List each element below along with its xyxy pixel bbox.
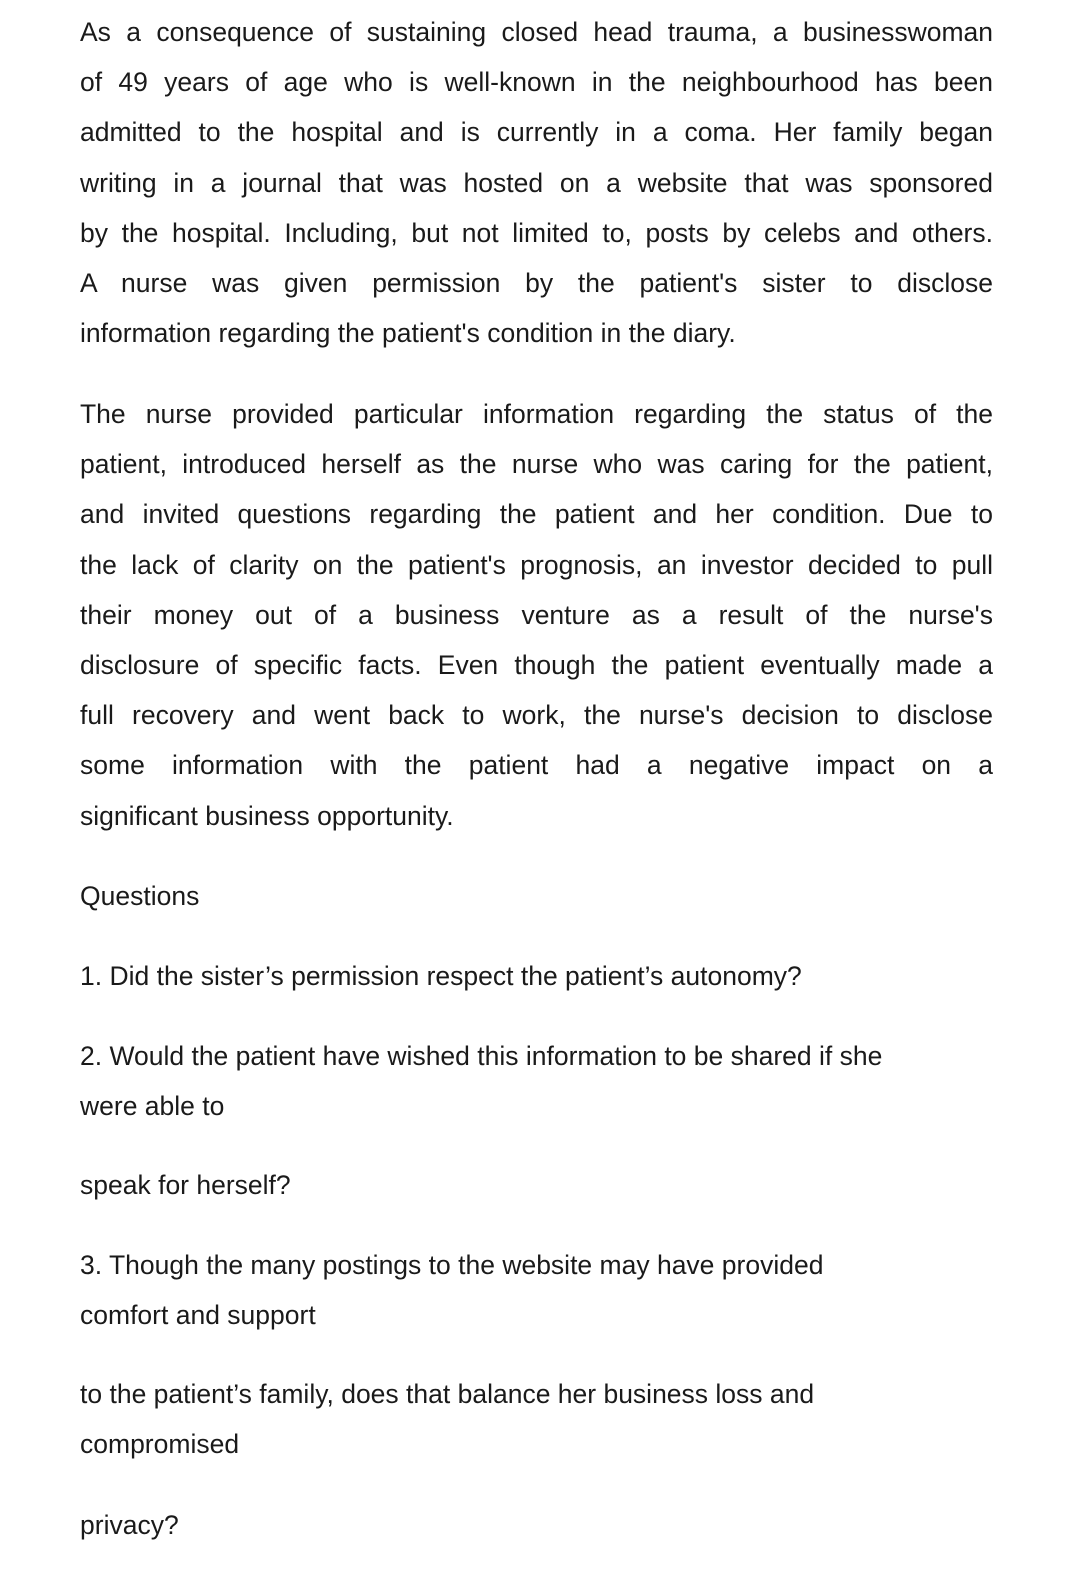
question-2-part-2 [80,1160,993,1210]
text-line: significant business opportunity. [80,800,454,831]
question-2-part-1 [80,1031,993,1131]
text-line: 2. Would the patient have wished this information to be shared if she [80,1041,883,1071]
question-3-part-3-text: privacy? [80,1510,179,1540]
text-line: some information with the patient had a negative impact on a [80,750,993,781]
text-line: writing in a journal that was hosted on a website that was sponsored [80,167,993,198]
text-line: disclosure of specific facts. Even though the patient eventually made a [80,650,993,681]
question-3-part-1 [80,1240,993,1340]
text-line: 3. Though the many postings to the website may have provided [80,1250,824,1280]
text-line: A nurse was given permission by the patient's sister to disclose [80,268,993,299]
text-line: to the patient’s family, does that balance her business loss and [80,1379,815,1409]
paragraph-case-details [80,389,993,841]
question-2-part-2-text: speak for herself? [80,1170,291,1200]
paragraph-case-intro [80,7,993,358]
text-line: admitted to the hospital and is currently in a coma. Her family began [80,117,993,148]
questions-heading [80,871,993,921]
text-line: were able to [80,1091,225,1122]
question-1 [80,951,993,1001]
question-3-part-2 [80,1369,993,1469]
text-line: The nurse provided particular information regarding the status of the [80,399,993,429]
text-line: As a consequence of sustaining closed head trauma, a businesswoman [80,17,993,47]
text-line: comfort and support [80,1300,316,1331]
text-line: and invited questions regarding the patient and her condition. Due to [80,499,993,530]
questions-heading-text: Questions [80,881,200,911]
text-line: full recovery and went back to work, the nurse's decision to disclose [80,700,993,731]
document-page [80,0,993,1578]
text-line: patient, introduced herself as the nurse who was caring for the patient, [80,449,993,480]
text-line: their money out of a business venture as a result of the nurse's [80,599,993,630]
text-line: the lack of clarity on the patient's prognosis, an investor decided to pull [80,549,993,580]
text-line: information regarding the patient's condition in the diary. [80,318,736,349]
text-line: of 49 years of age who is well-known in the neighbourhood has been [80,67,993,98]
question-3-part-3 [80,1500,993,1550]
text-line: compromised [80,1429,240,1460]
question-1-text: 1. Did the sister’s permission respect the patient’s autonomy? [80,961,802,991]
text-line: by the hospital. Including, but not limited to, posts by celebs and others. [80,217,993,248]
